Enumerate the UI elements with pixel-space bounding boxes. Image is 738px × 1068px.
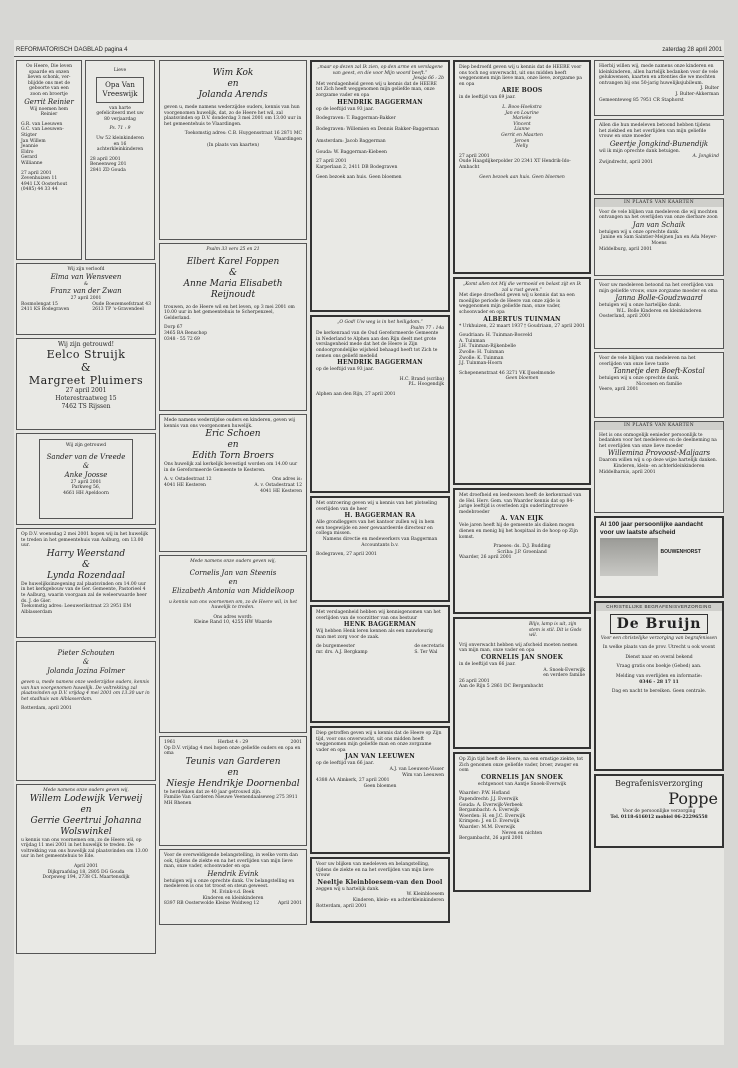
notice-text: te herdenken dat ze 40 jaar getrouwd zijn.: [164, 789, 262, 795]
notice-name: Wim Kok: [212, 68, 254, 78]
notice-amp: &: [228, 267, 237, 278]
ad-de-bruijn: [594, 601, 724, 771]
notice-place: Middelharnis, april 2001: [599, 469, 656, 475]
notice-note: Geen bloemen: [363, 783, 397, 789]
notice-henk: [310, 605, 450, 723]
notice-address: Schepenenstraat 46 3271 VK IJsselmonde: [459, 370, 555, 376]
notice-geertje: [594, 119, 724, 195]
notice-rest: betuigen wij u onze oprechte dank.: [599, 376, 680, 382]
notice-note: Geen bezoek aan huis. Geen bloemen: [479, 174, 565, 180]
notice-addresses: Rosmolengat 15 2411 KS Bodegraven Oude Boezemsefstraat 43 2613 TP 's-Gravendeel: [21, 301, 151, 313]
notice-verse: Ps. 71 : 9: [109, 126, 131, 132]
notice-text: Voor de overweldigende belangstelling, in welke vorm dan ook, tijdens de ziekte en na het overlijden van mijn lieve man, onze vader, schoonvader en opa: [164, 853, 298, 870]
notice-age: in de leeftijd van 66 jaar.: [459, 661, 516, 667]
notice-text: Met droefheid en leedwezen heeft de kerkenraad van de Hel. Herv. Gem. van Waarder kennis dat op 84-jarige leeftijd is overleden zijn ouderlingtrouwe medebroeder: [459, 493, 582, 515]
notice-text: Diep bedroefd geven wij u kennis dat de HEERE voor ons toch nog onverwacht, uit ons midden heeft weggenomen mijn lieve man, onze lieve, zorgzame pa en opa: [459, 65, 582, 87]
notice-sub: Wij noemen hem Reinier: [29, 106, 69, 118]
notice-address: Hoterestraatweg 15 7462 TS Rijssen: [55, 394, 117, 410]
notice-van-eijk: [453, 488, 591, 614]
notice-text: Voor de vele blijken van medeleven die wij mochten ontvangen na het overlijden van onze dierbare zoon: [599, 209, 718, 221]
notice-name: Jan van Schaik: [632, 220, 686, 229]
notice-date: 27 april 2001: [70, 296, 102, 302]
notice-name: Sander van de Vreede: [46, 452, 126, 461]
notice-top: Wij zijn getrouwd: [65, 443, 107, 448]
notice-age: op de leeftijd van 93 jaar.: [316, 367, 374, 373]
notice-opa: [85, 60, 155, 260]
ad-title: Al 100 jaar persoonlijke aandacht voor uw laatste afscheid: [600, 521, 703, 536]
notice-amp: &: [83, 281, 88, 287]
notice-bar: IN PLAATS VAN KAARTEN: [595, 199, 723, 207]
notice-name: HENK BAGGERMAN: [343, 621, 417, 629]
notice-sign: de burgemeester mr. drs. A.J. Bergkamp de secretaris S. Ter Wal: [316, 644, 444, 655]
notice-rest: Wij hebben Henk leren kennen als een nauwkeurig man met zorg voor de zaak.: [316, 629, 433, 640]
notice-address: Beneenweg 201 2841 ZD Gouda: [90, 162, 127, 173]
notice-family: A. Snoek-Everwijk en verdere familie: [543, 667, 585, 679]
notice-top: Wij zijn verloofd: [67, 267, 105, 272]
notice-name: CORNELIS JAN SNOEK: [481, 653, 563, 661]
ad-line: Voor een christelijke verzorging van begrafenissen: [600, 635, 718, 641]
notice-elbert: [159, 243, 307, 411]
notice-intro: Op D.V. vrijdag 4 mei hopen onze geliefde ouders en opa en oma: [164, 745, 301, 757]
notice-date: 4388 AA Almkerk, 27 april 2001: [316, 778, 390, 784]
notice-inner: [39, 439, 133, 519]
notice-cornelis-steenis: [159, 555, 307, 733]
notice-address: Karperlaan 2, 2411 DB Bodegraven: [316, 164, 398, 170]
notice-amp: en: [227, 79, 239, 89]
notice-amp: &: [82, 461, 90, 470]
notice-family: Bodegraven: T. Baggerman-Bakker Bodegraven: Willemien en Dennis Bakker-Baggerman Amsterdam: Jacob Baggerman Gouda: W. Baggerman-Kiebeen: [316, 116, 439, 155]
notice-date: 27 april 2001: [459, 153, 490, 159]
notice-date: 28 april 2001: [90, 156, 121, 162]
notice-place: Bergambacht, 26 april 2001: [459, 836, 524, 842]
notice-rest: Vele jaren heeft hij de gemeente als diaken mogen dienen en menig bij het hospitaal in de hoop op Zijn komst.: [459, 523, 578, 540]
notice-name: Eelco Struijk: [46, 347, 126, 361]
ad-phone: 0346 - 28 17 11: [639, 679, 679, 685]
notice-dates: * Urkhuizen, 22 maart 1937 † Goudriaan, 27 april 2001: [459, 323, 585, 329]
notice-name: ALBERTUS TUINMAN: [483, 315, 561, 323]
notice-evink: [159, 849, 307, 925]
notice-cj-snoek: [453, 752, 591, 892]
notice-bar: IN PLAATS VAN KAARTEN: [595, 422, 723, 430]
notice-text: geven u, mede namens wederzijdse ouders, kennis van hun voorgenomen huwelijk, dat, zo de Heere het wil, zal plaatsvinden op D.V. donderdag 3 mei 2001 om 13.00 uur in het gemeentehuis te Vlaardingen.: [164, 105, 302, 127]
notice-note: Neven en nichten: [501, 830, 543, 836]
notice-hendrik-2: [310, 315, 450, 493]
notice-ref: Psalm 77 : 14a: [410, 325, 444, 331]
notice-sign: W.L. Bolle Kinderen en kleinkinderen: [616, 308, 702, 314]
notice-albertus: [453, 277, 591, 485]
notice-text: u kennis van ons voornemen om, zo de Heere wil, op vrijdag 11 mei 2001 in het huwelijk te treden. De voltrekking van ons huwelijk zal plaatsvinden om 13.00 uur in het gemeentehuis te Ede.: [21, 837, 148, 860]
column-4: [453, 60, 591, 895]
notice-name: Hendrik Evink: [207, 869, 259, 878]
notice-family: L. Boos-Hoekstra Jan en Lourine Marieke Vincent Lianne Gerrit en Maarten Jeroen Nelly: [501, 104, 543, 150]
notice-text: Met diepe droefheid geven wij u kennis dat na een moeilijke periode de Heere van onze zijde is weggenomen mijn geliefde man, onze vader, schoonvader en opa: [459, 293, 575, 315]
notice-date: Dorp 67: [164, 325, 183, 331]
notice-name: CORNELIS JAN SNOEK: [481, 773, 563, 781]
notice-text: Met verslagenheid hebben wij kennisgenomen van het overlijden van de voorzitter van ons bestuur: [316, 610, 441, 621]
ad-line: Vraag gratis ons boekje (Gebed) aan.: [616, 664, 702, 670]
notice-elma: [16, 263, 156, 335]
notice-eric: [159, 414, 307, 552]
notice-willemina: [594, 421, 724, 513]
notice-verse: „O God! Uw weg is in het heiligdom.”: [337, 320, 423, 325]
notice-years: 1961 Herbst 4 : 29 2001: [164, 740, 302, 745]
ad-brand: BOUWENHORST: [660, 549, 701, 555]
notice-pieter: [16, 641, 156, 781]
notice-tannetje: [594, 352, 724, 418]
notice-family: Waarder: P.W. Hofland Papendrecht: J.J. Everwijk Gouda: A. Everwijk-Verbeek Bergambacht: A. Everwijk Woerden: H. en J.C. Everwijk Krimpen: J. en D. Everwijk Waarder: M.M. Everwijk: [459, 791, 526, 830]
notice-name: Elizabeth Antonia van Middelkoop: [171, 586, 295, 595]
notice-label: Lieve: [113, 68, 127, 73]
notice-footer: 8397 RB Oosterwolde Kleine Woldweg 12 April 2001: [164, 901, 302, 907]
ad-bar: CHRISTELIJKE BEGRAFENISVERZORGING: [596, 603, 722, 611]
notice-rest: Alle grondleggers van het kantoor zullen wij in hem een toegewijde en zeer gewaardeerde directeur en collega missen.: [316, 520, 435, 537]
notice-hbra: [310, 496, 450, 602]
notice-sander: [16, 433, 156, 525]
notice-eelco: [16, 338, 156, 430]
notice-amp: en: [228, 577, 238, 586]
notice-name: Gerrie Geertrui Johanna Wolswinkel: [30, 815, 142, 837]
notice-title: Opa Van Vreeswijk: [96, 77, 144, 103]
notice-sign: J. Bulter J. Bulter-Akkerman: [675, 86, 719, 97]
notice-intro: Op D.V. woensdag 2 mei 2001 hopen wij in het huwelijk te treden in het gemeentehuis van Aalburg, om 13.00 uur.: [21, 532, 148, 549]
notice-wim: [159, 60, 307, 240]
notice-kids: Uw 52 kleinkinderen en 16 achterkleinkinderen: [96, 135, 144, 153]
notice-family: A.J. van Leeuwen-Visser Wim van Leeuwen: [389, 766, 444, 778]
notice-name: Edith Torn Broers: [192, 451, 274, 462]
notice-name: A. VAN EIJK: [500, 515, 544, 523]
notice-van-schaik: [594, 198, 724, 276]
notice-place: Zwijndrecht, april 2001: [599, 159, 653, 165]
notice-verse: Blijv, lamp is uit, zijn stem is stil. Dit is Gods wil.: [529, 622, 582, 639]
notice-name: Tannetje den Boeft-Kostal: [613, 367, 705, 376]
notice-age: in de leeftijd van 69 jaar.: [459, 95, 516, 101]
notice-place: Rotterdam, april 2001: [316, 903, 367, 909]
notice-address: Toekomstig adres: C.B. Huygensstraat 16 2871 MC Vlaardingen: [184, 131, 302, 142]
notice-age: op de leeftijd van 66 jaar.: [316, 761, 374, 767]
notice-date: 27 april 2001: [21, 170, 52, 176]
notice-name: Neeltje Kleinbloesem-van den Dool: [317, 878, 443, 886]
notice-name: Janna Bolle-Goudzwaard: [615, 294, 703, 303]
notice-text: geven u, mede namens onze wederzijdse ouders, kennis van hun voorgenomen huwelijk. De voltrekking zal plaatsvinden op D.V. vrijdag 4 mei 2001 om 13.30 uur in het stadhuis van Alblasserdam.: [21, 680, 150, 702]
notice-top: Mede namens onze ouders geven wij,: [190, 559, 276, 564]
notice-text: Voor uw blijken van medeleven en belangstelling, tijdens de ziekte en na het overlijden van mijn lieve vrouw: [316, 862, 434, 879]
notice-name: Anne Maria Elisabeth Reijnoudt: [183, 278, 283, 300]
notice-address: Familie Van Garderen Nieuwe Veenendaalseweg 275 3911 MH Rhenen: [164, 795, 298, 806]
notice-amp: &: [82, 658, 90, 666]
notice-rest: betuigen wij u onze hartelijke dank.: [599, 303, 681, 309]
notice-date: 27 april 2001: [70, 479, 102, 485]
notice-name: Lynda Rozendaal: [46, 570, 126, 581]
notice-cornelis-snoek: [453, 617, 591, 749]
notice-name: Anke Joosse: [64, 470, 108, 479]
notice-address: Dijkgraafslag 18, 2805 DG Gouda Dorpsweg 194, 2738 CL Maartensdijk: [42, 869, 130, 881]
notice-rest: wil ik mijn oprechte dank betuigen.: [599, 148, 681, 154]
notice-top: Wij zijn getrouwd!: [58, 341, 114, 348]
notice-date: 27 april 2001: [65, 386, 107, 394]
notice-note: Geen bezoek aan huis. Geen bloemen: [316, 174, 402, 180]
notice-name: Willemina Provoost-Maljaars: [607, 449, 711, 458]
notice-name: Jolanda Arends: [198, 90, 268, 100]
notice-text: Voor uw medeleven betoond na het overlijden van mijn geliefde vrouw, onze zorgzame moeder en oma: [599, 283, 718, 294]
ad-poppe: [594, 774, 724, 848]
notice-sign: W. Kleinbloesem Kinderen, klein- en achterkleinkinderen: [352, 892, 444, 903]
notice-amp: en: [227, 767, 239, 778]
notice-text: De kerkenraad van de Oud Gereformeerde Gemeente in Nederland te Alphen aan den Rijn deelt met grote verslagenheid mede dat het de Heere is Zijn ondoorgrondelijke wijsheid behaagd heeft tot Zich te nemen ons geliefd medelid: [316, 331, 439, 359]
notice-sign: M. Evink-v.d. Beek Kinderen en kleinkinderen: [202, 889, 264, 901]
notice-place: Veere, april 2001: [599, 387, 639, 393]
ad-bouwenhorst: [594, 516, 724, 598]
notice-harry: [16, 528, 156, 638]
notice-rest: echtgenoot van Aantje Snoek-Everwijk: [477, 781, 567, 787]
notice-sign: A. Jongkind: [692, 154, 719, 160]
column-3: [310, 60, 450, 926]
notice-amp: &: [81, 559, 90, 570]
notice-verse: „Komt allen tot Mij die vermoeid en belast zijt en Ik zal u rust geven.”: [462, 282, 582, 293]
notice-place: Middelburg, april 2001: [599, 246, 653, 252]
header-left: REFORMATORISCH DAGBLAD pagina 4: [16, 47, 128, 53]
notice-address: Zevenhuizen 11 4941 LX Oosterhout (0485) 44 33 44: [21, 176, 68, 193]
notice-name: Willem Lodewijk Verweij: [29, 793, 143, 804]
notice-text: Met ontroering geven wij u kennis van het plotseling overlijden van de heer: [316, 501, 437, 512]
notice-rest: betuigen wij u onze oprechte dank. Uw belangstelling en medeleven is ons tot troost en steun geweest.: [164, 878, 295, 890]
notice-age: op de leeftijd van 93 jaar.: [316, 106, 374, 112]
notice-address: Toekomstig adres: Leeuwerikstraat 23 2951 EM Alblasserdam: [21, 604, 132, 615]
ad-phone: Tel. 0118-616012 mobiel 06-22296558: [610, 814, 708, 820]
notice-name: HENDRIK BAGGERMAN: [337, 98, 423, 106]
notice-address: Oude Haagdijkerpolder 20 2341 XT Hendrik-Ido-Ambacht: [459, 159, 571, 170]
notice-name: ARIE BOOS: [501, 87, 543, 95]
notice-name: HENDRIK BAGGERMAN: [337, 359, 423, 367]
notice-address: 3465 BA Benschop 0348 - 55 72 69: [164, 330, 208, 342]
notice-name: Harry Weerstand: [46, 548, 126, 559]
notice-text: Diep getroffen geven wij u kennis dat de Heere op Zijn tijd, voor ons onverwacht, uit ons midden heeft weggenomen mijn geliefde man en onze zorgzame vader en opa: [316, 731, 442, 753]
notice-addresses: A. v. Ostadestraat 12 4041 HE Kesteren Ons adres is: A. v. Ostadestraat 12 4041 HE Kesteren: [164, 477, 302, 494]
notice-name: Pieter Schouten: [57, 649, 115, 657]
notice-text: Met verslagenheid geven wij u kennis dat de HEERE tot Zich heeft weggenomen mijn geliefde man, onze zorgzame vader en opa: [316, 81, 437, 98]
notice-gerrit: [16, 60, 82, 260]
notice-janna: [594, 279, 724, 349]
notice-address: Parkweg 56, 4661 HH Apeldoorn: [63, 485, 109, 496]
notice-name: Cornelis Jan van Steenis: [189, 568, 277, 577]
notice-place: Alphen aan den Rijn, 27 april 2001: [316, 391, 396, 397]
notice-rest: zeggen wij u hartelijk dank.: [316, 886, 380, 892]
notice-name: Margreet Pluimers: [28, 373, 144, 387]
notice-note: (In plaats van kaarten): [206, 142, 260, 148]
notice-date: Rotterdam, april 2001: [21, 706, 72, 712]
notice-name: Teunis van Garderen: [185, 756, 281, 767]
notice-jan: [310, 726, 450, 854]
notice-note: Geen bloemen: [505, 376, 539, 382]
ad-heading: Begrafenisverzorging: [615, 779, 703, 788]
notice-name: Gerrit Reinier: [24, 97, 74, 106]
notice-teunis: [159, 736, 307, 846]
notice-willem: [16, 784, 156, 954]
notice-date: 26 april 2001: [459, 678, 490, 684]
notice-sign: Kinderen, klein- en achterkleinkinderen: [613, 463, 705, 469]
notice-sign: H.C. Brand (scriba) P.L. Hoogendijk: [399, 376, 444, 388]
notice-text: Hierbij willen wij, mede namens onze kinderen en kleinkinderen, allen hartelijk bedanken voor de vele gelukwensen, kaarten en attenties die we mochten ontvangen bij ons 50-jarig huwelijksjubileum.: [599, 64, 719, 86]
column-5: [594, 60, 724, 851]
notice-place: Bodegraven, 27 april 2001: [316, 552, 377, 558]
notice-address: Aan de Rijn 5 2861 DC Bergambacht: [459, 684, 544, 690]
notice-text: Ons huwelijk zal kerkelijk bevestigd worden om 14.00 uur in de Gereformeerde Gemeente te Kesteren.: [164, 462, 298, 473]
notice-text: Oo Heere, Die leven spaarde en onzen lieven schonk, ver- blijdde ons met de geboorte van een zoon en broertje: [25, 64, 73, 97]
notice-name: Geertje Jongkind-Bunendijk: [609, 139, 709, 148]
ad-logo: De Bruijn: [610, 614, 708, 634]
notice-sign: Janine en Sam Saintier-Meijnen Jan en Ada Meyer-Moens: [600, 235, 718, 246]
notice-text: trouwen, zo de Heere wil en het leven, op 3 mei 2001 om 10.00 uur in het gemeentehuis te Scherpenzeel, Gelderland.: [164, 304, 295, 321]
ad-logo: Poppe: [668, 789, 718, 808]
notice-place: Oosterland, april 2001: [599, 314, 651, 320]
notice-date: Ons adres wordt:: [213, 614, 253, 620]
notice-text: Het is ons onmogelijk eenieder persoonlijk te bedanken voor het medeleven en de deelneming na het overlijden van onze lieve moeder: [599, 432, 717, 449]
ad-line: Voor de persoonlijke verzorging: [622, 809, 696, 814]
notice-neeltje: [310, 857, 450, 923]
notice-text: Vrij onverwacht hebben wij afscheid moeten nemen van mijn man, onze vader en opa: [459, 642, 578, 654]
notice-text: Op Zijn tijd heeft de Heere, na een ernstige ziekte, tot Zich genomen onze geliefde vader, broer, zwager en oom: [459, 757, 584, 774]
notice-hendrik-1: [310, 60, 450, 312]
notice-text: De huwelijksinzegening zal plaatsvinden om 14.00 uur in het kerkgebouw van de Ger. Gemeente, Pastorieel 4 te Aalburg, waarin voorgaan zal de weleerwaarde heer ds. J. de Gier.: [21, 581, 147, 604]
notice-name: H. BAGGERMAN RA: [344, 512, 416, 520]
notice-bulter: [594, 60, 724, 116]
notice-amp: en: [80, 804, 92, 815]
ad-photo: [600, 538, 658, 576]
notice-name: Jolanda Jozina Folmer: [47, 667, 125, 675]
notice-sign: Namens directie en medewerkers van Baggerman Accountants b.v.: [322, 536, 438, 548]
notice-address: Gemeenteweg 85 7951 CR Staphorst: [599, 97, 684, 103]
notice-name: Niesje Hendrikje Doornenbal: [166, 778, 300, 789]
notice-date: April 2001: [73, 863, 99, 869]
notice-sign: Praeses: ds. D.J. Budding Scriba: J.P. Groenland: [493, 544, 551, 555]
ad-line: Dienst naar en overal bekend: [625, 654, 693, 660]
notice-amp: &: [80, 360, 92, 374]
notice-verse: Psalm 33 vers 25 en 21: [206, 247, 260, 252]
notice-text: Allen die hun medeleven betoond hebben tijdens het ziekbed en het overlijden van mijn geliefde vrouw en onze moeder: [599, 123, 711, 140]
column-1: [16, 60, 156, 957]
notice-name: Elma van Wensveen: [50, 272, 122, 281]
notice-parents: G.R. van Leeuwen G.C. van Leeuwen- Stigter Jan Willem Jeannie Eldro Gerard Willianne: [21, 121, 64, 166]
notice-date: 27 april 2001: [316, 159, 347, 165]
page-header: [14, 44, 724, 57]
notice-name: Eric Schoen: [205, 429, 261, 440]
notice-name: JAN VAN LEEUWEN: [345, 753, 415, 761]
notice-rest: betuigen wij u onze oprechte dank.: [599, 229, 680, 235]
notice-name: Franz van der Zwan: [50, 287, 122, 296]
notice-ref: Jesaja 66 : 2b: [413, 76, 444, 82]
ad-line: Melding van overlijden en informatie:: [615, 673, 703, 679]
notice-text: Voor de vele blijken van medeleven na het overlijden van onze lieve tante: [599, 356, 696, 367]
notice-sign: Nicoonen en familie: [636, 381, 682, 387]
notice-top: Mede namens wederzijdse ouders en kinderen, geven wij kennis van ons voorgenomen huwelijk.: [164, 418, 296, 429]
notice-arie: [453, 60, 591, 274]
notice-name: Elbert Karel Foppen: [186, 256, 280, 267]
notice-place: Waarder, 26 april 2001: [459, 555, 512, 561]
notice-address: Kleine Rand 10, 4255 HW Waarde: [193, 620, 273, 626]
ad-line: In welke plaats van de prov. Utrecht u ook woont: [602, 645, 716, 651]
notice-text: u kennis van ons voornemen om, zo de Heere wil, in het huwelijk te treden.: [168, 599, 298, 611]
notice-text: van harte gefeliciteerd met uw 80 verjaardag: [96, 105, 144, 122]
column-2: [159, 60, 307, 928]
notice-top: Mede namens onze ouders geven wij,: [43, 788, 129, 793]
notice-amp: en: [227, 440, 239, 451]
notice-verse: „maar op dezen zal Ik zien, op den arme en verslagene van geest, en die voor Mijn woord beeft.”: [317, 65, 443, 76]
header-right: zaterdag 28 april 2001: [662, 47, 722, 53]
notice-rest: Daarom willen wij u op deze wijze hartelijk danken.: [599, 458, 718, 464]
notice-family: Goudriaan: H. Tuinman-Bosveld A. Tuinman J.H. Tuinman-Rijkenbelle Zwolle: H. Tuinman Zwolle: K. Tuinman J.J. Tuinman-Hoorn: [459, 333, 533, 367]
ad-line: Dag en nacht te bereiken. Geen centrale.: [611, 689, 707, 695]
